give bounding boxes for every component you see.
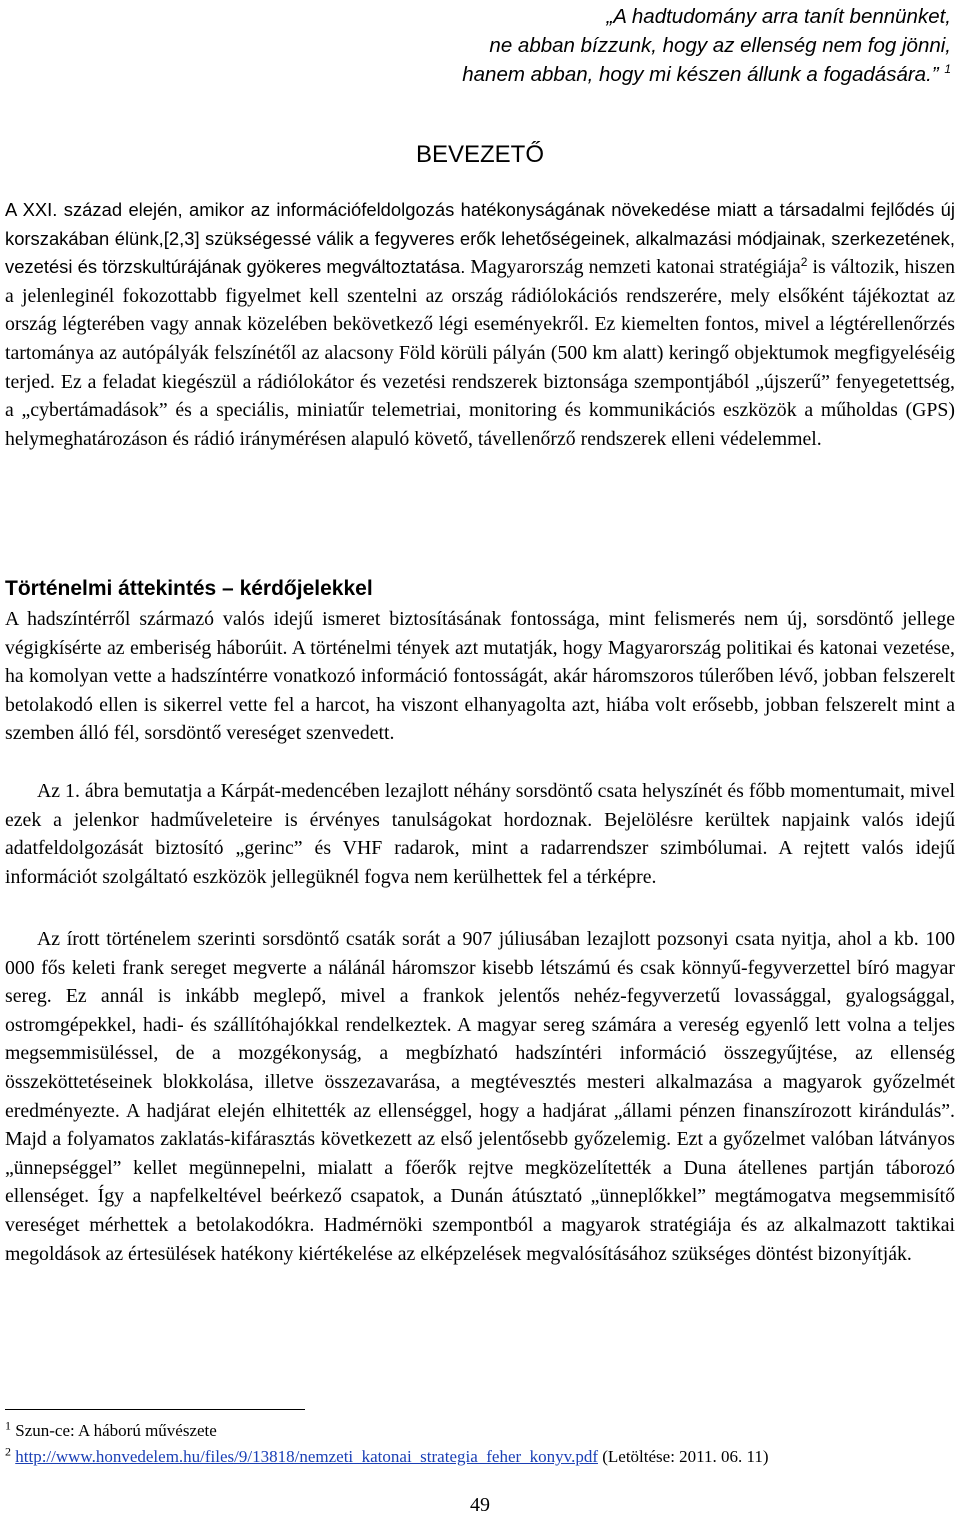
epigraph: [251, 2, 951, 89]
footnote-2-number: 2: [5, 1444, 11, 1459]
epigraph-line-3-text: hanem abban, hogy mi készen állunk a fogadására.”: [462, 63, 939, 86]
footnote-2-link[interactable]: http://www.honvedelem.hu/files/9/13818/nemzeti_katonai_strategia_feher_konyv.pdf: [15, 1447, 598, 1466]
intro-paragraph: [5, 196, 955, 453]
epigraph-line-1: „A hadtudomány arra tanít bennünket,: [606, 5, 951, 28]
epigraph-line-2: ne abban bízzunk, hogy az ellenség nem fog jönni,: [489, 34, 951, 57]
footnote-2: [5, 1446, 769, 1468]
footnote-2-text: (Letöltése: 2011. 06. 11): [597, 1447, 769, 1466]
epigraph-line-3: [251, 60, 951, 89]
footnote-1: [5, 1420, 217, 1442]
section-title: BEVEZETŐ: [415, 141, 545, 168]
footnote-1-number: 1: [5, 1418, 11, 1433]
section-heading: Történelmi áttekintés – kérdőjelekkel: [5, 577, 373, 600]
paragraph-2: Az 1. ábra bemutatja a Kárpát-medencében lezajlott néhány sorsdöntő csata helyszínét és főbb momentumait, mivel ezek a jelenkor hadműveleteire is érvényes tanulságokat hordoznak. Bejelölésre kerültek napjaink valós idejű adatfeldolgozását biztosító „gerinc” és VHF radarok, mint a radarrendszer szimbólumai. A rejtett valós idejű információt szolgáltató eszközök jellegüknél fogva nem kerülhettek fel a térképre.: [5, 780, 955, 888]
paragraph-1: A hadszíntérről származó valós idejű ismeret biztosításának fontossága, mint felismerés nem új, sorsdöntő jellege végigkísérte az emberiség háborúit. A történelmi tények azt mutatják, hogy Magyarország politikai és katonai vezetése, ha komolyan vette a hadszíntérre vonatkozó információ fontosságát, akár háromszoros túlerőben lévő, jobban felszerelt betolakodó ellen is sikerrel vette fel a harcot, ha viszont elhanyagolta azt, hiába volt erősebb, jobban felszerelt mint a szemben álló fél, sorsdöntő vereséget szenvedett.: [5, 608, 955, 745]
epigraph-footnote-ref[interactable]: 1: [944, 62, 951, 77]
intro-footnote-ref[interactable]: 2: [800, 255, 808, 270]
intro-text-1: A XXI. század elején, amikor az információfeldolgozás hatékonyságának növekedése miatt a társadalmi fejlődés új korszakában élünk,[2,3] szükségessé válik a fegyveres erők lehetőségeinek, alkalmazási módjainak, szerkezetének, vezetési és törzskultúrájának gyökeres megváltoztatása.: [5, 199, 955, 278]
intro-text-2: Magyarország nemzeti katonai stratégiája: [465, 256, 801, 279]
footnote-separator: [5, 1409, 305, 1410]
footnote-1-text: Szun-ce: A háború művészete: [11, 1421, 217, 1440]
page-number: 49: [470, 1494, 490, 1516]
paragraph-3: Az írott történelem szerinti sorsdöntő csaták sorát a 907 júliusában lezajlott pozsonyi csata nyitja, ahol a kb. 100 000 fős keleti frank sereget megverte a nálánál háromszor kisebb létszámú és csak könnyű-fegyverzettel bíró magyar sereg. Ez annál is inkább meglepő, mivel a frankok jelentős nehéz-fegyverzetű lovassággal, gyalogsággal, ostromgépekkel, hadi- és szállítóhajókkal rendelkeztek. A magyar sereg számára a vereség egyenlő lett volna a teljes megsemmisüléssel, de a mozgékonyság, a megbízható hadszíntéri információ összegyűjtése, az ellenség összeköttetéseinek blokkolása, illetve összezavarása, a megtévesztés mesteri alkalmazása a magyarok győzelmét eredményezte. A hadjárat elején elhitették az ellenséggel, hogy a hadjárat „állami pénzen finanszírozott kirándulás”. Majd a folyamatos zaklatás-kifárasztás következett az első jelentősebb győzelemig. Ezt a győzelmet valóban látványos „ünnepséggel” kellet megünnepelni, mialatt a főerők rejtve megközelítették a Duna átellenes partján táborozó ellenséget. Így a napfelkeltével beérkező csapatok, a Dunán átúsztató „ünneplőkkel” megtámogatva megsemmisítő vereséget mérhettek a betolakodókra. Hadmérnöki szempontból a magyarok stratégiája és az alkalmazott taktikai megoldások az értesülések hatékony kiértékelése az elképzelések megvalósításához szükséges döntést bizonyítják.: [5, 928, 955, 1265]
intro-text-3: is változik, hiszen a jelenleginél fokozottabb figyelmet kell szentelni az ország rádiólokációs rendszerére, mely elsőként tájékoztat az ország légterében vagy annak közelében bekövetkező légi eseményekről. Ez kiemelten fontos, mivel a légtérellenőrzés tartománya az autópályák felszínétől az alacsony Föld körüli pályán (500 km alatt) keringő objektumok megfigyeléséig terjed. Ez a feladat kiegészül a rádiólokátor és vezetési rendszerek biztonsága szempontjából „újszerű” fenyegetettség, a „cybertámadások” és a speciális, miniatűr telemetriai, monitoring és kommunikációs eszközök a műholdas (GPS) helymeghatározáson és rádió iránymérésen alapuló követő, távellenőrző rendszerek elleni védelemmel.: [5, 256, 955, 450]
